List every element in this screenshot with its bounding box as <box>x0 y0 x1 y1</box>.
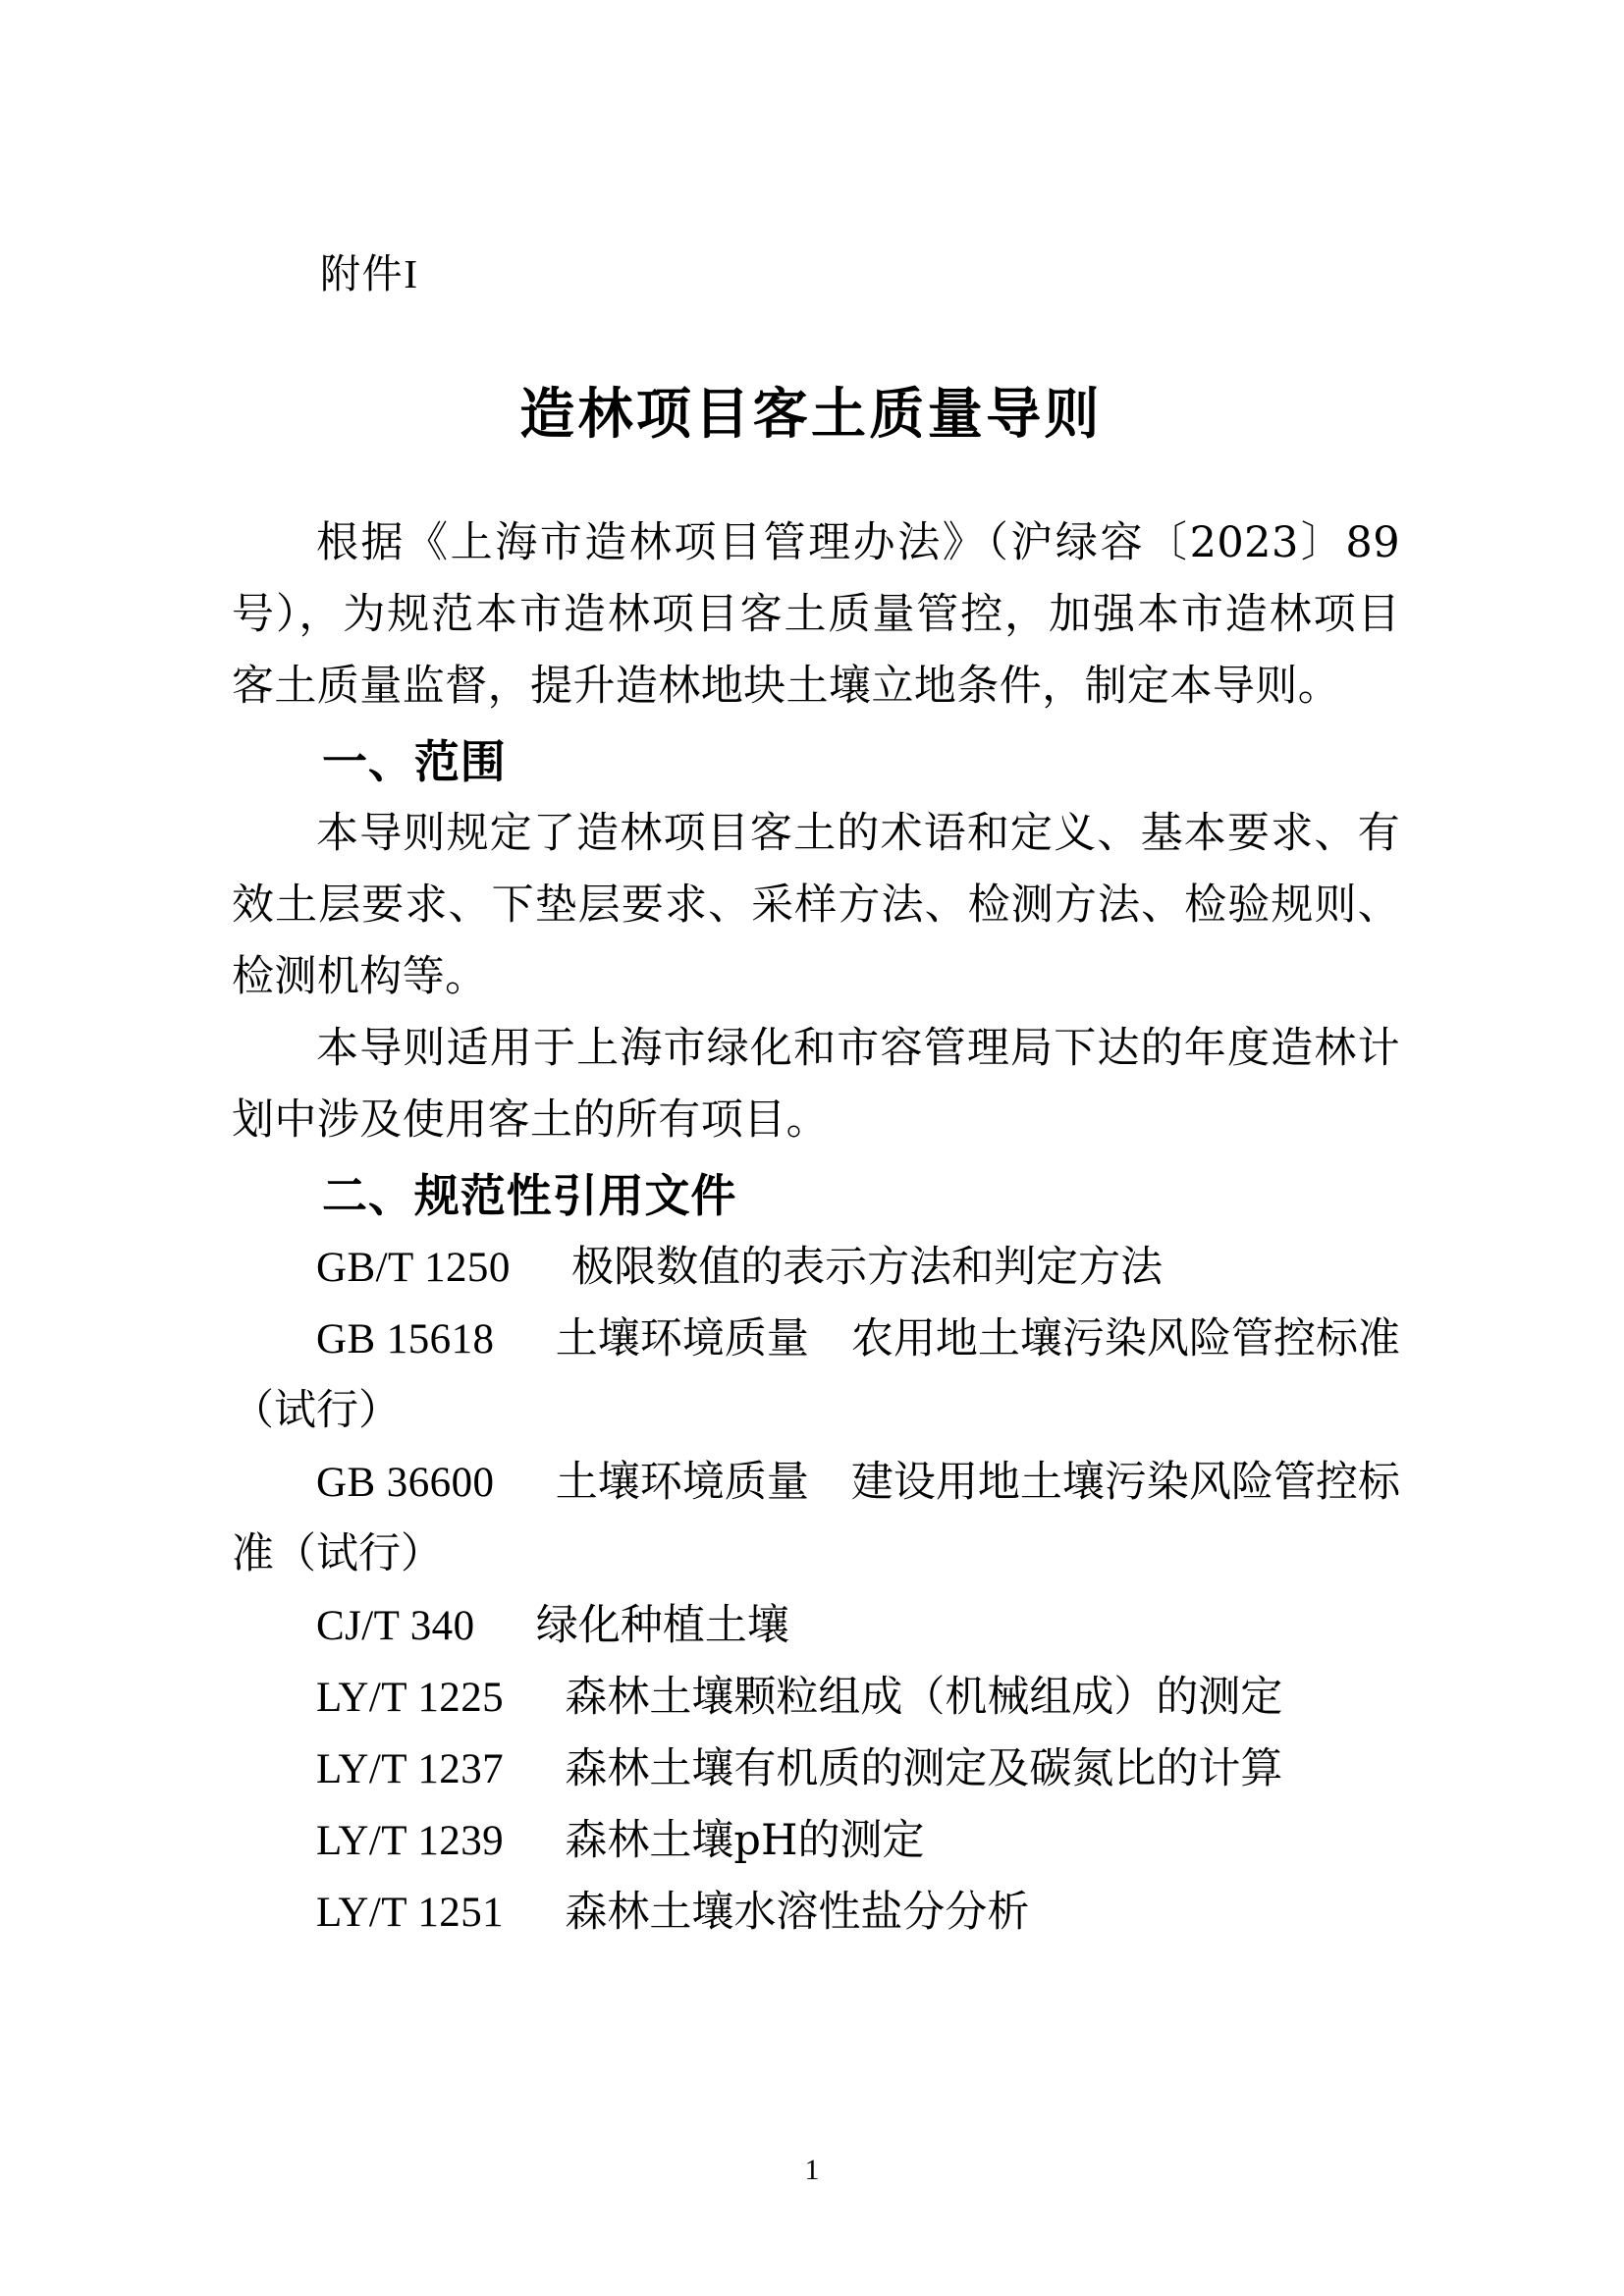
list-item <box>232 1232 1400 1304</box>
list-item <box>232 1447 1400 1590</box>
standard-title: 绿化种植土壤 <box>535 1601 789 1650</box>
scope-paragraph-1: 本导则规定了造林项目客土的术语和定义、基本要求、有效土层要求、下垫层要求、采样方法、检测方法、检验规则、检测机构等。 <box>232 809 1400 1001</box>
standard-code: LY/T 1239 <box>316 1818 505 1864</box>
standard-code: GB/T 1250 <box>316 1245 511 1291</box>
standard-title: 森林土壤pH的测定 <box>565 1816 925 1865</box>
standard-code: LY/T 1251 <box>316 1890 505 1936</box>
section-heading-normative-references: 二、规范性引用文件 <box>322 1169 737 1222</box>
list-item <box>232 1304 1400 1447</box>
standards-list <box>232 1232 1400 1949</box>
list-item <box>232 1662 1400 1734</box>
scope-paragraph-2: 本导则适用于上海市绿化和市容管理局下达的年度造林计划中涉及使用客土的所有项目。 <box>232 1024 1400 1145</box>
standard-code: GB 36600 <box>316 1460 495 1506</box>
standard-code: GB 15618 <box>316 1316 495 1362</box>
section-heading-scope: 一、范围 <box>322 735 507 788</box>
list-item <box>232 1877 1400 1949</box>
page-title: 造林项目客土质量导则 <box>519 383 1103 447</box>
standard-title: 森林土壤颗粒组成（机械组成）的测定 <box>565 1673 1283 1722</box>
list-item <box>232 1805 1400 1877</box>
page-number: 1 <box>804 2154 820 2186</box>
page-content <box>232 0 1400 1949</box>
standard-title: 极限数值的表示方法和判定方法 <box>571 1243 1164 1292</box>
standard-code: LY/T 1225 <box>316 1675 505 1721</box>
attachment-label <box>234 214 1400 335</box>
standard-title: 森林土壤水溶性盐分分析 <box>565 1888 1030 1937</box>
standard-title: 土壤环境质量 建设用地土壤污染风险管控标准（试行） <box>232 1458 1400 1578</box>
standard-title: 土壤环境质量 农用地土壤污染风险管控标准（试行） <box>232 1314 1400 1435</box>
standard-code: CJ/T 340 <box>316 1603 475 1649</box>
attachment-label-roman: I <box>404 251 417 296</box>
standard-code: LY/T 1237 <box>316 1746 505 1792</box>
list-item <box>232 1734 1400 1805</box>
attachment-label-prefix: 附件 <box>320 250 405 297</box>
preamble-paragraph: 根据《上海市造林项目管理办法》（沪绿容〔2023〕89号），为规范本市造林项目客土质量管控，加强本市造林项目客土质量监督，提升造林地块土壤立地条件，制定本导则。 <box>232 518 1400 711</box>
list-item <box>232 1590 1400 1662</box>
standard-title: 森林土壤有机质的测定及碳氮比的计算 <box>565 1744 1283 1793</box>
